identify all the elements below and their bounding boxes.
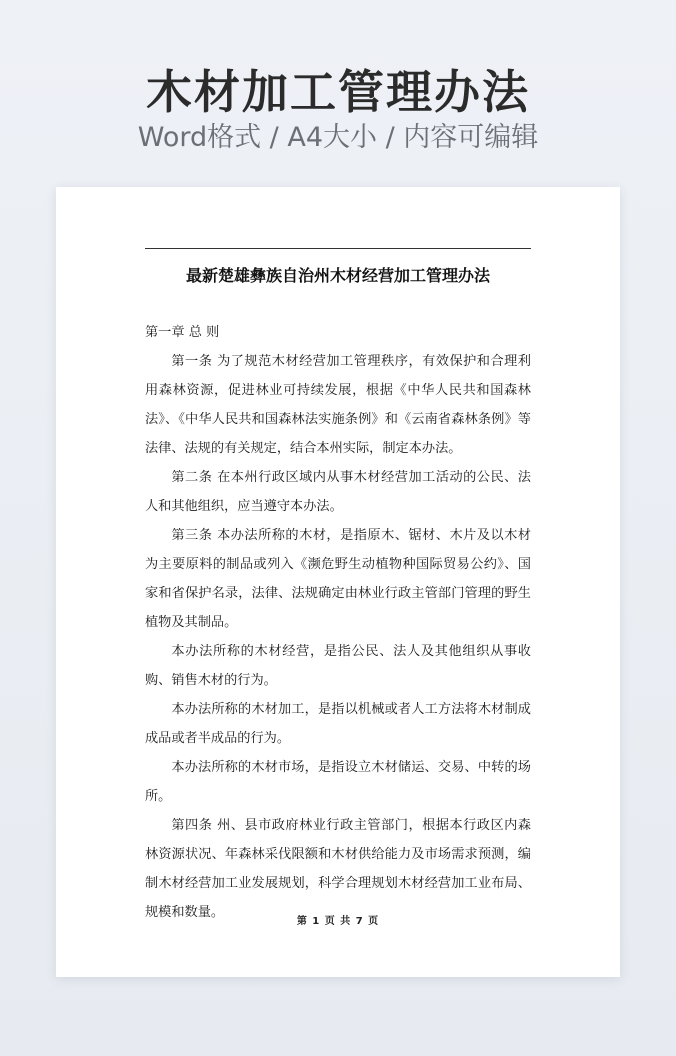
banner-subtitle: Word格式 / A4大小 / 内容可编辑 (137, 122, 539, 153)
chapter-heading: 第一章 总 则 (145, 325, 220, 340)
paragraph-article-1: 第一条 为了规范木材经营加工管理秩序，有效保护和合理利用森林资源，促进林业可持续发展，根据《中华人民共和国森林法》、《中华人民共和国森林法实施条例》和《云南省森林条例》等法律、法规的有关规定，结合本州实际，制定本办法。 (145, 354, 531, 456)
paragraph-timber-market: 本办法所称的木材市场，是指设立木材储运、交易、中转的场所。 (145, 760, 531, 804)
paragraph-timber-trade: 本办法所称的木材经营，是指公民、法人及其他组织从事收购、销售木材的行为。 (145, 644, 531, 688)
page-number: 第 1 页 共 7 页 (296, 916, 380, 927)
header-rule (145, 248, 531, 249)
paragraph-article-4: 第四条 州、县市政府林业行政主管部门，根据本行政区内森林资源状况、年森林采伐限额和木材供给能力及市场需求预测，编制木材经营加工业发展规划，科学合理规划木材经营加工业布局、规模和数量。 (145, 818, 531, 920)
document-page (56, 187, 620, 977)
paragraph-timber-processing: 本办法所称的木材加工，是指以机械或者人工方法将木材制成成品或者半成品的行为。 (145, 702, 531, 746)
paragraph-article-3: 第三条 本办法所称的木材，是指原木、锯材、木片及以木材为主要原料的制品或列入《濒危野生动植物种国际贸易公约》、国家和省保护名录，法律、法规确定由林业行政主管部门管理的野生植物及其制品。 (145, 528, 531, 630)
document-title: 最新楚雄彝族自治州木材经营加工管理办法 (185, 266, 490, 285)
banner-title: 木材加工管理办法 (146, 65, 530, 119)
paragraph-article-2: 第二条 在本州行政区域内从事木材经营加工活动的公民、法人和其他组织，应当遵守本办法。 (145, 470, 531, 514)
document-body (145, 318, 531, 927)
